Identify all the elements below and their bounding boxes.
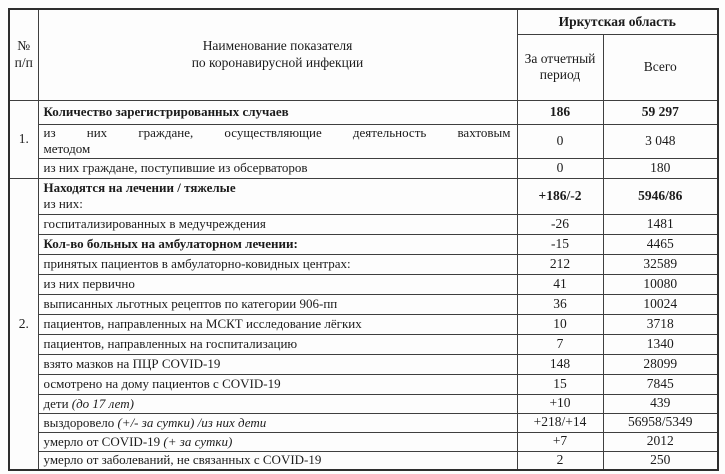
indicator-header-line1: Наименование показателя: [202, 38, 353, 54]
period-value: +186/-2: [517, 178, 603, 214]
row-label: [38, 394, 517, 413]
row-label: госпитализированных в медучреждения: [38, 214, 517, 234]
row-label-line1: Находятся на лечении / тяжелые: [43, 180, 236, 196]
total-value: 250: [603, 451, 718, 470]
total-value: 7845: [603, 374, 718, 394]
row-label: [38, 432, 517, 451]
num-header-line2: п/п: [14, 54, 33, 70]
total-value: 2012: [603, 432, 718, 451]
table-row: [9, 214, 718, 234]
row-label-line1: из них граждане, осуществляющие деятельность вахтовым: [43, 125, 511, 141]
table-row: [9, 354, 718, 374]
row-label: пациентов, направленных на госпитализацию: [38, 334, 517, 354]
total-value: 56958/5349: [603, 413, 718, 432]
row-label-line2: методом: [43, 141, 91, 156]
period-value: 0: [517, 124, 603, 158]
table-row: [9, 394, 718, 413]
total-value: 180: [603, 158, 718, 178]
total-value: 439: [603, 394, 718, 413]
period-value: 15: [517, 374, 603, 394]
total-value: 28099: [603, 354, 718, 374]
total-value: 1481: [603, 214, 718, 234]
region-header: Иркутская область: [517, 9, 718, 34]
row-label-text: выздоровело: [43, 414, 118, 430]
row-label-line2: из них:: [43, 196, 83, 211]
period-value: +10: [517, 394, 603, 413]
total-value: 32589: [603, 254, 718, 274]
total-column-header: Всего: [603, 34, 718, 100]
period-value: 36: [517, 294, 603, 314]
row-label: [38, 178, 517, 214]
row-label: взято мазков на ПЦР COVID-19: [38, 354, 517, 374]
total-value: 3 048: [603, 124, 718, 158]
row-label: выписанных льготных рецептов по категории 906-пп: [38, 294, 517, 314]
period-value: -15: [517, 234, 603, 254]
row-label-text: умерло от COVID-19: [43, 433, 164, 449]
period-value: 186: [517, 100, 603, 124]
indicator-column-header: [38, 9, 517, 100]
total-value: 5946/86: [603, 178, 718, 214]
table-row: [9, 374, 718, 394]
indicator-header-line2: по коронавирусной инфекции: [191, 54, 364, 70]
table-row: [9, 314, 718, 334]
total-value: 4465: [603, 234, 718, 254]
covid-statistics-table: [8, 8, 719, 471]
table-row: [9, 254, 718, 274]
table-row: [9, 178, 718, 214]
row-label-italic: (+/- за сутки) /из них дети: [117, 414, 267, 430]
row-label: из них граждане, поступившие из обсерваторов: [38, 158, 517, 178]
total-value: 1340: [603, 334, 718, 354]
table-row: [9, 158, 718, 178]
num-header-line1: №: [17, 38, 31, 54]
period-column-header: За отчетный период: [517, 34, 603, 100]
row-label: принятых пациентов в амбулаторно-ковидных центрах:: [38, 254, 517, 274]
table-row: [9, 334, 718, 354]
section-number: 1.: [9, 100, 38, 178]
period-value: -26: [517, 214, 603, 234]
table-row: [9, 234, 718, 254]
row-label: Количество зарегистрированных случаев: [38, 100, 517, 124]
row-label: Кол-во больных на амбулаторном лечении:: [38, 234, 517, 254]
total-value: 59 297: [603, 100, 718, 124]
total-value: 10024: [603, 294, 718, 314]
row-label: осмотрено на дому пациентов с COVID-19: [38, 374, 517, 394]
row-label: [38, 124, 517, 158]
row-label: из них первично: [38, 274, 517, 294]
table-row: [9, 124, 718, 158]
row-label: [38, 413, 517, 432]
row-label: пациентов, направленных на МСКТ исследование лёгких: [38, 314, 517, 334]
table-header-row-1: [9, 9, 718, 34]
section-number: 2.: [9, 178, 38, 470]
total-value: 10080: [603, 274, 718, 294]
total-value: 3718: [603, 314, 718, 334]
period-value: 0: [517, 158, 603, 178]
table-row: [9, 274, 718, 294]
row-label-italic: (до 17 лет): [71, 395, 134, 411]
table-row: [9, 294, 718, 314]
table-row: [9, 100, 718, 124]
period-value: 7: [517, 334, 603, 354]
row-label-italic: (+ за сутки): [163, 433, 233, 449]
period-value: 10: [517, 314, 603, 334]
row-label: умерло от заболеваний, не связанных с COVID-19: [38, 451, 517, 470]
table-row: [9, 413, 718, 432]
table-row: [9, 432, 718, 451]
period-value: 41: [517, 274, 603, 294]
period-value: 2: [517, 451, 603, 470]
period-value: +218/+14: [517, 413, 603, 432]
num-column-header: [9, 9, 38, 100]
period-value: 148: [517, 354, 603, 374]
period-value: +7: [517, 432, 603, 451]
period-value: 212: [517, 254, 603, 274]
table-row: [9, 451, 718, 470]
row-label-text: дети: [43, 395, 72, 411]
